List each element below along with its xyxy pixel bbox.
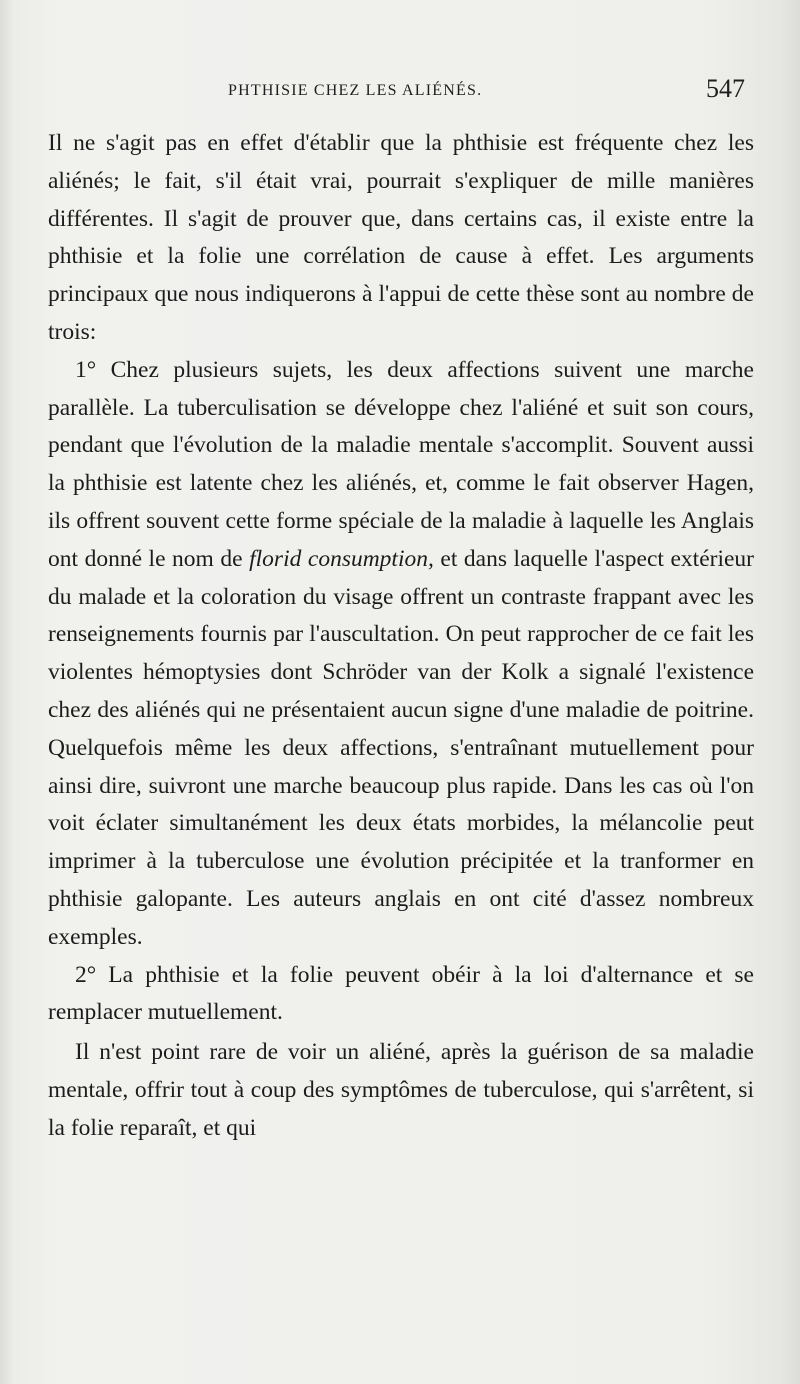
paragraph-3: 2° La phthisie et la folie peuvent obéir à la loi d'alternance et se remplacer mutuellement. xyxy=(48,961,754,1026)
paragraph-4: Il n'est point rare de voir un aliéné, après la guérison de sa maladie mentale, offrir tout à coup des symptômes de tuberculose, qui s'arrêtent, si la folie reparaît, et qui xyxy=(48,1039,754,1141)
body-text xyxy=(48,125,754,1148)
paragraph-1: Il ne s'agit pas en effet d'établir que la phthisie est fréquente chez les aliénés; le fait, s'il était vrai, pourrait s'expliquer de mille manières différentes. Il s'agit de prouver que, dans certains cas, il existe entre la phthisie et la folie une corrélation de cause à effet. Les arguments principaux que nous indiquerons à l'appui de cette thèse sont au nombre de trois: xyxy=(48,130,754,345)
running-title: PHTHISIE CHEZ LES ALIÉNÉS. xyxy=(228,82,483,99)
page-header xyxy=(0,68,800,108)
paragraph-2 xyxy=(48,352,754,957)
italic-term: florid consumption, xyxy=(249,545,434,572)
paragraph-2-start: 1° Chez plusieurs sujets, les deux affections suivent une marche parallèle. La tuberculisation se développe chez l'aliéné et suit son cours, pendant que l'évolution de la maladie mentale s'accomplit. Souvent aussi la phthisie est latente chez les aliénés, et, comme le fait observer Hagen, ils offrent souvent cette forme spéciale de la maladie à laquelle les Anglais ont donné le nom de xyxy=(48,356,754,572)
paragraph-2-end: et dans laquelle l'aspect extérieur du malade et la coloration du visage offrent un contraste frappant avec les renseignements fournis par l'auscultation. On peut rapprocher de ce fait les violentes hémoptysies dont Schröder van der Kolk a signalé l'existence chez des aliénés qui ne présentaient aucun signe d'une maladie de poitrine. Quelquefois même les deux affections, s'entraînant mutuellement pour ainsi dire, suivront une marche beaucoup plus rapide. Dans les cas où l'on voit éclater simultanément les deux états morbides, la mélancolie peut imprimer à la tuberculose une évolution précipitée et la tranformer en phthisie galopante. Les auteurs anglais en ont cité d'assez nombreux exemples. xyxy=(48,545,754,950)
page-number: 547 xyxy=(706,74,745,103)
